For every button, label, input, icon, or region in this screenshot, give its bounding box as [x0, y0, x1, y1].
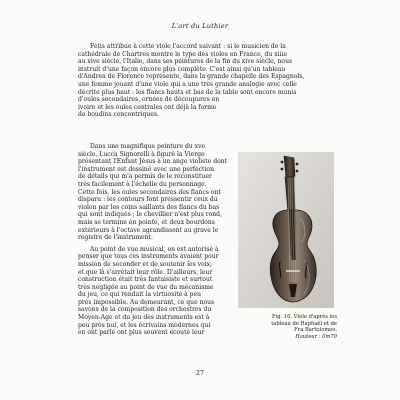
text-line: d'Andrea de Florence représente, dans la grande chapelle des Espagnols, [78, 73, 305, 81]
text-line: qui sont indiqués ; le chevillier n'est plus rond, [78, 211, 222, 219]
page-number: 27 [195, 369, 205, 377]
text-line: du jeu, ce qui rendait la virtuosité à peu [78, 291, 202, 299]
text-line: et que là s'arrêtait leur rôle. D'ailleurs, leur [78, 268, 213, 276]
viole-illustration [238, 152, 334, 308]
paragraph-musical [78, 246, 226, 337]
text-line: instruit d'une façon encore plus complète. C'est ainsi qu'un tableau [78, 65, 286, 73]
text-line: siècle, Lucca Signorelli à figuré la Vierge [78, 150, 205, 158]
text-line: peu près nul, et les écrivains modernes qui [78, 321, 211, 329]
text-line: d'ouïes secondaires, ornées de découpures en [78, 96, 220, 104]
text-line: décrite plus haut : les flancs hauts et bas de la table sont encore munis [78, 88, 297, 96]
text-line: l'instrument est dessiné avec une perfection [78, 165, 214, 173]
text-line: violon par les coins saillants des flancs du bas [78, 203, 220, 211]
text-line: Dans une magnifique peinture du xve [90, 143, 206, 150]
text-line: au xive siècle, l'Italie, dans ses peintures de la fin du xive siècle, nous [78, 58, 293, 66]
full-width-text-block [78, 43, 331, 119]
narrow-text-block [78, 143, 226, 337]
paragraph-fetis [78, 43, 331, 119]
figure-caption [259, 314, 337, 340]
caption-line: tableau de Raphaël et de [271, 320, 337, 327]
text-line: disparu : les contours font pressentir ceux du [78, 196, 218, 204]
text-line: Cette fois, les ouïes secondaires des flancs ont [78, 188, 221, 196]
text-line: extérieurs à l'octave agrandissent au grave le [78, 226, 219, 234]
bridge [286, 270, 300, 272]
text-line: Fétis attribue à cette viole l'accord suivant : si le musicien de la [90, 43, 286, 50]
text-line: construction était très fantaisiste et surtout [78, 276, 213, 284]
text-line: près impossible. Au demeurant, ce que nous [78, 298, 215, 306]
text-line: registre de l'instrument. [78, 234, 153, 242]
text-line: de boudins concentriques. [78, 111, 159, 119]
caption-line: Fra Bartolomeo. [294, 327, 337, 334]
caption-line: Fig. 10. Viole d'après les [271, 314, 337, 320]
text-line: très négligée au point de vue du mécanisme [78, 283, 214, 291]
text-line: savons de la composition des orchestres du [78, 306, 212, 314]
running-head: L'art du Luthier [171, 22, 229, 30]
text-line: de détails qui m'a permis de le reconstituer [78, 173, 212, 181]
text-line: présentant l'Enfant Jésus à un ange violiste dont [78, 158, 228, 166]
text-line: une femme jouant d'une viole qui a une très grande analogie avec celle [78, 80, 297, 88]
text-line: cathédrale de Chartres montre le type des violes en France, du xiiie [78, 50, 288, 58]
paragraph-signorelli [78, 143, 226, 242]
caption-height: Hauteur : 0m70 [295, 333, 337, 340]
text-line: penser que tous ces instruments avaient pour [78, 253, 219, 261]
text-line: Moyen-Age et du jeu des instruments est à [78, 314, 210, 322]
text-line: ivoire et les ouïes centrales ont déjà la forme [78, 103, 217, 111]
text-line: très facilement à l'échelle du personnage. [78, 180, 207, 188]
text-line: mais se termine en pointe, et deux bourdons [78, 218, 215, 226]
text-line: mission de seconder et de soutenir les voix, [78, 260, 212, 268]
text-line: en ont parlé ont plus souvent écouté leur [78, 329, 205, 337]
viole-photograph [238, 152, 334, 308]
text-line: Au point de vue musical, on est autorisé à [90, 245, 219, 253]
